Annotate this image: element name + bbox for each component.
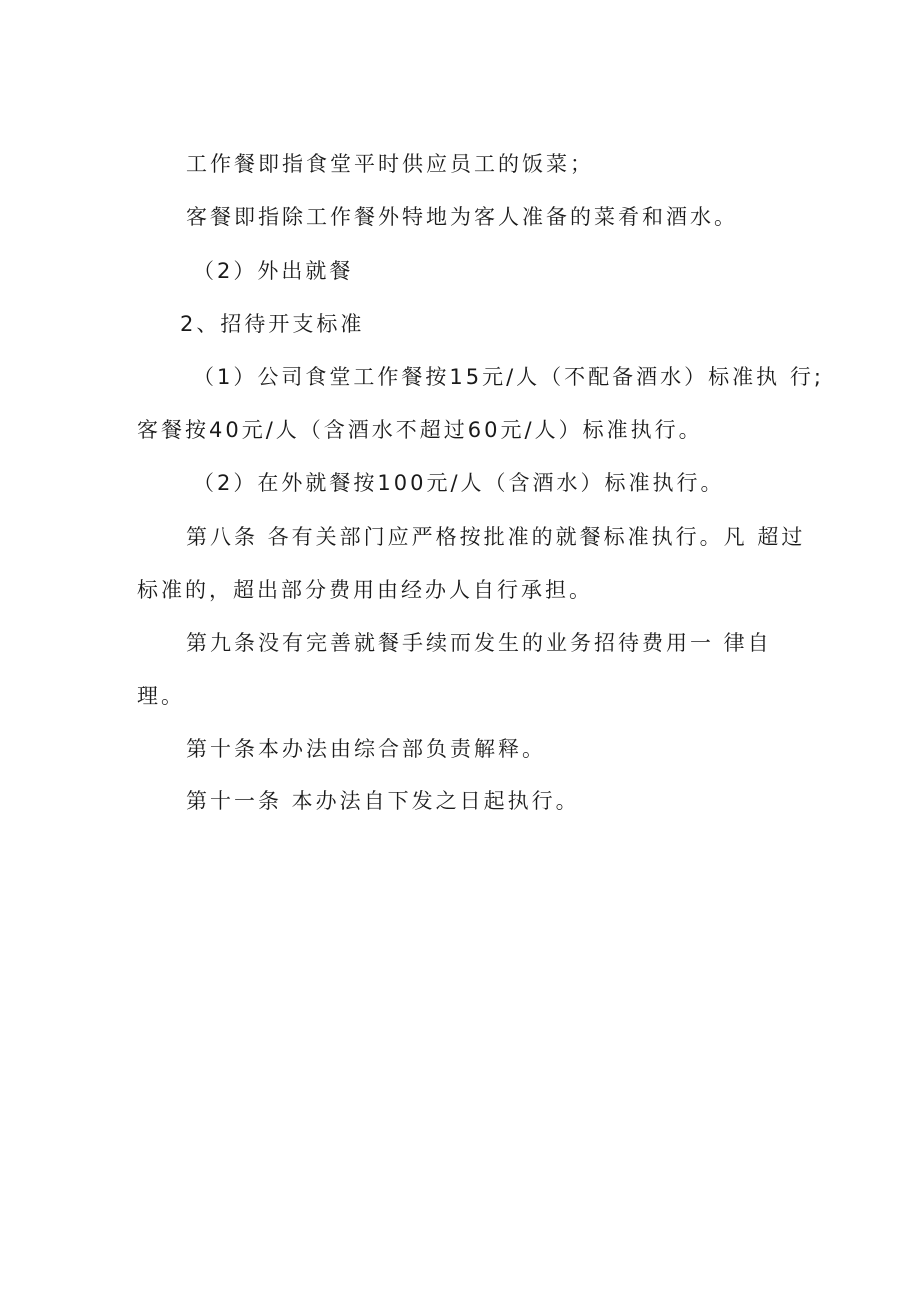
text-line-guest-meal-standard: 客餐按40元/人（含酒水不超过60元/人）标准执行。 <box>137 418 703 442</box>
text-line-expense-standard-heading: 2、招待开支标准 <box>180 312 365 336</box>
text-line-article-9: 第九条没有完善就餐手续而发生的业务招待费用一 律自 <box>186 631 772 655</box>
text-line-outside-dining-standard: （2）在外就餐按100元/人（含酒水）标准执行。 <box>193 471 725 495</box>
text-line-article-8: 第八条 各有关部门应严格按批准的就餐标准执行。凡 超过 <box>186 525 806 549</box>
text-line-guest-meal-definition: 客餐即指除工作餐外特地为客人准备的菜肴和酒水。 <box>186 205 738 229</box>
text-line-canteen-standard: （1）公司食堂工作餐按15元/人（不配备酒水）标准执 行; <box>193 365 824 389</box>
text-line-article-10: 第十条本办法由综合部负责解释。 <box>186 737 546 761</box>
text-line-article-9-continued: 理。 <box>137 684 185 708</box>
text-line-article-8-continued: 标准的，超出部分费用由经办人自行承担。 <box>137 578 593 602</box>
text-line-staff-meal-definition: 工作餐即指食堂平时供应员工的饭菜； <box>186 152 594 176</box>
text-line-dining-out-heading: （2）外出就餐 <box>193 259 354 283</box>
text-line-article-11: 第十一条 本办法自下发之日起执行。 <box>186 789 580 813</box>
